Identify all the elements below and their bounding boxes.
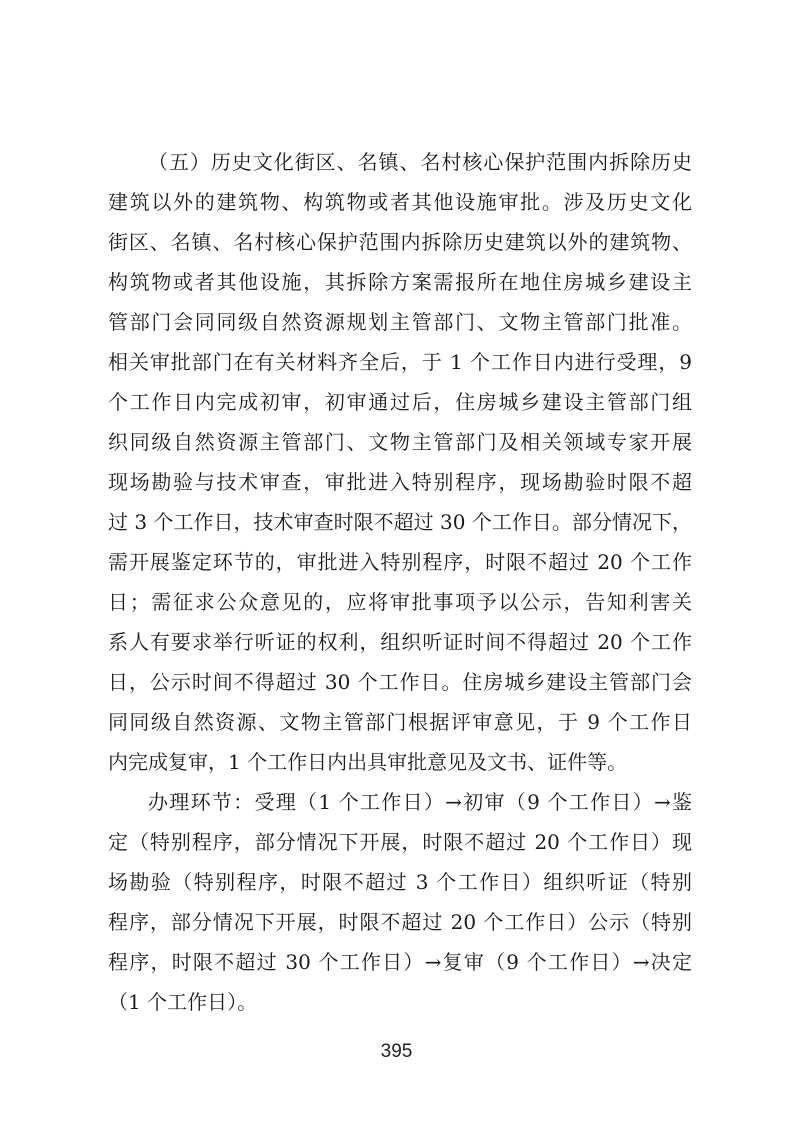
text-line: （1 个工作日）。 [108, 990, 258, 1014]
text-line: 现场勘验与技术审查，审批进入特别程序，现场勘验时限不超 [108, 470, 692, 494]
text-line: 程序，部分情况下开展，时限不超过 20 个工作日）公示（特别 [108, 910, 692, 934]
text-line: 需开展鉴定环节的，审批进入特别程序，时限不超过 20 个工作 [108, 550, 692, 574]
text-line: 系人有要求举行听证的权利，组织听证时间不得超过 20 个工作 [108, 630, 692, 654]
text-line: 过 3 个工作日，技术审查时限不超过 30 个工作日。部分情况下， [108, 510, 692, 534]
text-line: 日；需征求公众意见的，应将审批事项予以公示，告知利害关 [108, 590, 692, 614]
text-line: 程序，时限不超过 30 个工作日）→复审（9 个工作日）→决定 [108, 950, 692, 974]
page-number: 395 [380, 1041, 413, 1062]
text-line: 个工作日内完成初审，初审通过后，住房城乡建设主管部门组 [108, 390, 692, 414]
text-line: 场勘验（特别程序，时限不超过 3 个工作日）组织听证（特别 [108, 870, 692, 894]
text-line: 街区、名镇、名村核心保护范围内拆除历史建筑以外的建筑物、 [108, 230, 692, 254]
text-line: 构筑物或者其他设施，其拆除方案需报所在地住房城乡建设主 [108, 270, 692, 294]
text-line: 管部门会同同级自然资源规划主管部门、文物主管部门批准。 [108, 310, 692, 334]
text-line: 织同级自然资源主管部门、文物主管部门及相关领域专家开展 [108, 430, 692, 454]
text-line: 日，公示时间不得超过 30 个工作日。住房城乡建设主管部门会 [108, 670, 692, 694]
text-line: 同同级自然资源、文物主管部门根据评审意见，于 9 个工作日 [108, 710, 692, 734]
text-line: 办理环节：受理（1 个工作日）→初审（9 个工作日）→鉴 [148, 790, 692, 814]
text-line: 内完成复审，1 个工作日内出具审批意见及文书、证件等。 [108, 750, 628, 774]
text-line: （五）历史文化街区、名镇、名村核心保护范围内拆除历史 [148, 150, 692, 174]
text-line: 建筑以外的建筑物、构筑物或者其他设施审批。涉及历史文化 [108, 190, 692, 214]
text-line: 定（特别程序，部分情况下开展，时限不超过 20 个工作日）现 [108, 830, 692, 854]
text-line: 相关审批部门在有关材料齐全后，于 1 个工作日内进行受理，9 [108, 350, 692, 374]
